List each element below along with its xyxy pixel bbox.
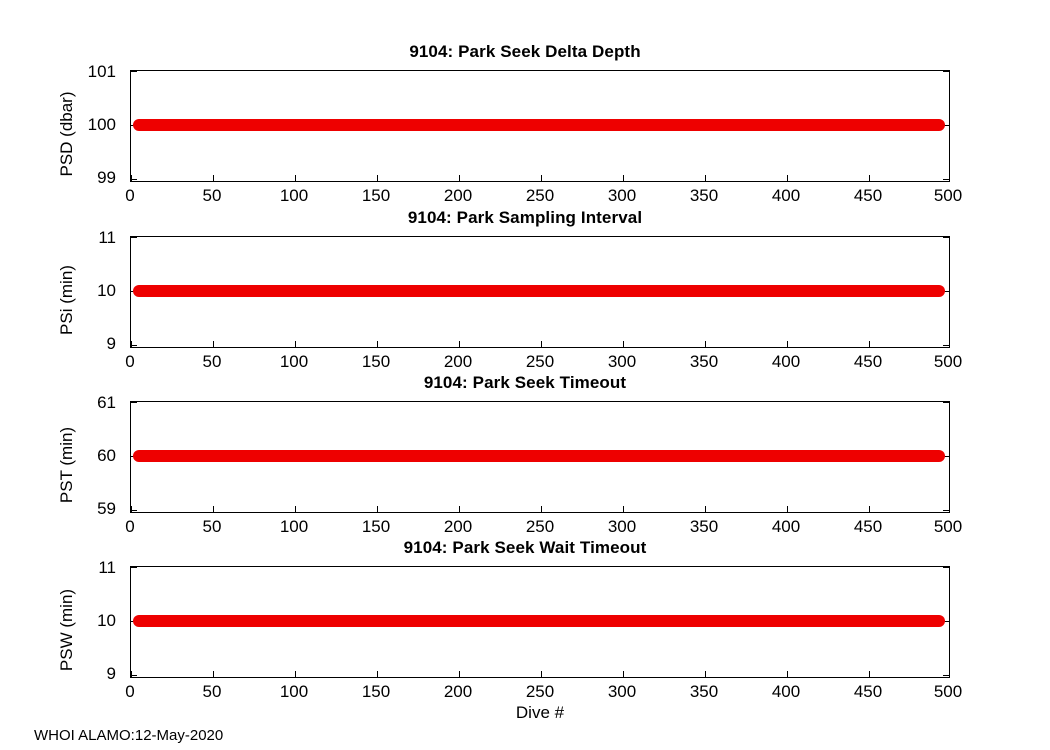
x-tick-psi-400: 400 <box>771 352 801 371</box>
y-axis-label-psd: PSD (dbar) <box>57 91 76 177</box>
y-tickmark-psd-101 <box>131 71 137 72</box>
x-tick-psi-50: 50 <box>202 352 222 371</box>
x-tickmark-psi-400 <box>787 341 788 347</box>
x-tickmark-psw-350 <box>705 671 706 677</box>
chart-panel-psw <box>0 538 1050 701</box>
panel-title-psw: 9104: Park Seek Wait Timeout <box>403 538 647 557</box>
x-tickmark-psd-500 <box>949 175 950 181</box>
x-tick-psw-150: 150 <box>361 682 391 701</box>
x-tickmark-psw-50 <box>213 671 214 677</box>
plot-area-psi <box>130 236 950 348</box>
x-tickmark-psw-450 <box>869 671 870 677</box>
y-tickmark-psd-101-r <box>943 71 949 72</box>
y-tickmark-pst-61-r <box>943 402 949 403</box>
x-tickmark-psd-200 <box>459 175 460 181</box>
x-tickmark-psd-250 <box>541 175 542 181</box>
panel-title-psi: 9104: Park Sampling Interval <box>407 208 643 227</box>
y-tick-psw-10: 10 <box>97 611 116 630</box>
y-tick-psd-99: 99 <box>97 168 116 187</box>
plot-area-psw <box>130 566 950 678</box>
x-tickmark-psi-450 <box>869 341 870 347</box>
x-tickmark-psd-400 <box>787 175 788 181</box>
x-tick-psw-350: 350 <box>689 682 719 701</box>
data-series-psi <box>133 285 945 297</box>
x-tickmark-psi-250 <box>541 341 542 347</box>
y-tickmark-psi-11 <box>131 237 137 238</box>
footer-note: WHOI ALAMO:12-May-2020 <box>34 727 224 744</box>
x-tickmark-psi-500 <box>949 341 950 347</box>
x-tick-psi-450: 450 <box>853 352 883 371</box>
x-tick-pst-300: 300 <box>607 517 637 536</box>
x-tick-psd-350: 350 <box>689 186 719 205</box>
x-tickmark-pst-350 <box>705 506 706 512</box>
x-tick-psi-300: 300 <box>607 352 637 371</box>
y-tick-pst-61: 61 <box>97 393 116 412</box>
x-tick-psd-200: 200 <box>443 186 473 205</box>
x-tickmark-psi-50 <box>213 341 214 347</box>
y-tickmark-pst-61 <box>131 402 137 403</box>
x-tick-psi-100: 100 <box>279 352 309 371</box>
x-tickmark-pst-300 <box>623 506 624 512</box>
x-tick-psi-150: 150 <box>361 352 391 371</box>
data-series-psd <box>133 119 945 131</box>
x-tick-psd-150: 150 <box>361 186 391 205</box>
x-tick-pst-150: 150 <box>361 517 391 536</box>
chart-panel-psd <box>0 42 1050 205</box>
x-tick-psd-50: 50 <box>202 186 222 205</box>
x-tickmark-psw-250 <box>541 671 542 677</box>
y-tick-psw-9: 9 <box>106 664 116 683</box>
x-tickmark-psi-200 <box>459 341 460 347</box>
data-series-psw <box>133 615 945 627</box>
x-tick-psd-300: 300 <box>607 186 637 205</box>
x-tickmark-psw-400 <box>787 671 788 677</box>
x-tickmark-psw-0 <box>131 671 132 677</box>
y-tickmark-psi-11-r <box>943 237 949 238</box>
x-tickmark-pst-200 <box>459 506 460 512</box>
y-tick-psi-11: 11 <box>98 228 116 247</box>
x-tickmark-psi-300 <box>623 341 624 347</box>
x-tickmark-psw-100 <box>295 671 296 677</box>
y-tick-psd-100: 100 <box>87 115 116 134</box>
y-tickmark-psw-11 <box>131 567 137 568</box>
y-axis-label-psi: PSi (min) <box>57 265 76 335</box>
x-tickmark-pst-150 <box>377 506 378 512</box>
x-tickmark-psi-150 <box>377 341 378 347</box>
x-tickmark-psd-450 <box>869 175 870 181</box>
y-tickmark-psw-11-r <box>943 567 949 568</box>
x-tick-psw-500: 500 <box>933 682 963 701</box>
x-tickmark-psw-150 <box>377 671 378 677</box>
chart-panel-pst <box>0 373 1050 536</box>
x-tick-psw-300: 300 <box>607 682 637 701</box>
x-tick-pst-450: 450 <box>853 517 883 536</box>
y-axis-label-pst: PST (min) <box>57 426 76 504</box>
x-tick-psd-500: 500 <box>933 186 963 205</box>
x-tick-pst-350: 350 <box>689 517 719 536</box>
x-tickmark-psi-0 <box>131 341 132 347</box>
y-tick-psw-11: 11 <box>98 558 116 577</box>
plot-area-pst <box>130 401 950 513</box>
x-tickmark-psw-500 <box>949 671 950 677</box>
x-tickmark-psw-300 <box>623 671 624 677</box>
panel-title-psd: 9104: Park Seek Delta Depth <box>409 42 641 61</box>
x-tickmark-psi-100 <box>295 341 296 347</box>
x-tick-psw-100: 100 <box>279 682 309 701</box>
x-tick-psi-0: 0 <box>125 352 135 371</box>
x-tick-psi-200: 200 <box>443 352 473 371</box>
x-tickmark-pst-0 <box>131 506 132 512</box>
x-tick-psi-250: 250 <box>525 352 555 371</box>
x-tick-pst-0: 0 <box>125 517 135 536</box>
y-axis-label-psw: PSW (min) <box>57 588 76 672</box>
x-tick-psi-500: 500 <box>933 352 963 371</box>
x-tick-psd-400: 400 <box>771 186 801 205</box>
x-tickmark-psi-350 <box>705 341 706 347</box>
x-tickmark-psd-150 <box>377 175 378 181</box>
x-tick-pst-250: 250 <box>525 517 555 536</box>
x-tickmark-pst-500 <box>949 506 950 512</box>
y-tick-psd-101: 101 <box>87 62 116 81</box>
chart-panel-psi <box>0 208 1050 371</box>
x-tickmark-psw-200 <box>459 671 460 677</box>
x-tick-pst-100: 100 <box>279 517 309 536</box>
x-tick-psw-0: 0 <box>125 682 135 701</box>
x-tick-psd-100: 100 <box>279 186 309 205</box>
data-series-pst <box>133 450 945 462</box>
x-tickmark-psd-100 <box>295 175 296 181</box>
x-tick-psd-250: 250 <box>525 186 555 205</box>
y-tick-psi-9: 9 <box>106 334 116 353</box>
x-axis-label: Dive # <box>515 703 565 722</box>
x-tickmark-pst-50 <box>213 506 214 512</box>
panel-title-pst: 9104: Park Seek Timeout <box>423 373 627 392</box>
y-tick-psi-10: 10 <box>97 281 116 300</box>
x-tick-psw-200: 200 <box>443 682 473 701</box>
x-tick-psw-400: 400 <box>771 682 801 701</box>
x-tick-pst-500: 500 <box>933 517 963 536</box>
x-tickmark-pst-100 <box>295 506 296 512</box>
x-tick-psw-450: 450 <box>853 682 883 701</box>
x-tickmark-psd-350 <box>705 175 706 181</box>
x-tickmark-pst-250 <box>541 506 542 512</box>
x-tickmark-pst-450 <box>869 506 870 512</box>
x-tickmark-psd-50 <box>213 175 214 181</box>
x-tick-pst-50: 50 <box>202 517 222 536</box>
x-tick-pst-400: 400 <box>771 517 801 536</box>
x-tick-psi-350: 350 <box>689 352 719 371</box>
x-tick-psd-450: 450 <box>853 186 883 205</box>
x-tick-psw-250: 250 <box>525 682 555 701</box>
plot-area-psd <box>130 70 950 182</box>
x-tickmark-psd-300 <box>623 175 624 181</box>
y-tick-pst-60: 60 <box>97 446 116 465</box>
x-tick-psd-0: 0 <box>125 186 135 205</box>
x-tickmark-psd-0 <box>131 175 132 181</box>
y-tick-pst-59: 59 <box>97 499 116 518</box>
x-tickmark-pst-400 <box>787 506 788 512</box>
x-tick-pst-200: 200 <box>443 517 473 536</box>
x-tick-psw-50: 50 <box>202 682 222 701</box>
